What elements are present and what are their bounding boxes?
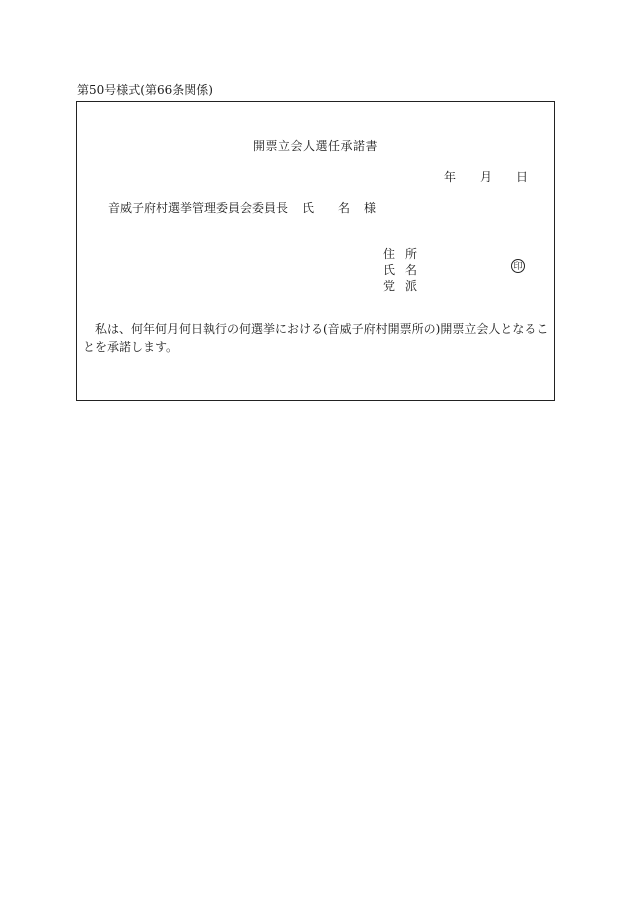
field-name-char2: 名: [405, 263, 418, 277]
field-party-char2: 派: [405, 279, 418, 293]
field-name-char1: 氏: [383, 263, 396, 277]
date-month: 月: [480, 170, 493, 184]
addressee-name-1: 氏: [302, 201, 315, 215]
seal-mark-icon: 印: [511, 259, 525, 273]
date-year: 年: [444, 170, 457, 184]
field-party: [383, 277, 417, 294]
consent-statement: 私は、何年何月何日執行の何選挙における(音威子府村開票所の)開票立会人となることを承諾します。: [83, 322, 549, 354]
addressee-honorific: 様: [364, 201, 377, 215]
addressee-org: 音威子府村選挙管理委員会委員長: [108, 201, 289, 215]
field-address: [383, 245, 417, 262]
date-day: 日: [516, 170, 529, 184]
field-name: [383, 261, 417, 278]
addressee-name-2: 名: [338, 201, 351, 215]
field-address-char1: 住: [383, 247, 396, 261]
addressee-line: [108, 199, 376, 216]
document-frame: [76, 101, 555, 401]
field-address-char2: 所: [405, 247, 418, 261]
document-title: 開票立会人選任承諾書: [252, 139, 378, 153]
field-party-char1: 党: [383, 279, 396, 293]
form-number-label: 第50号様式(第66条関係): [77, 83, 213, 97]
